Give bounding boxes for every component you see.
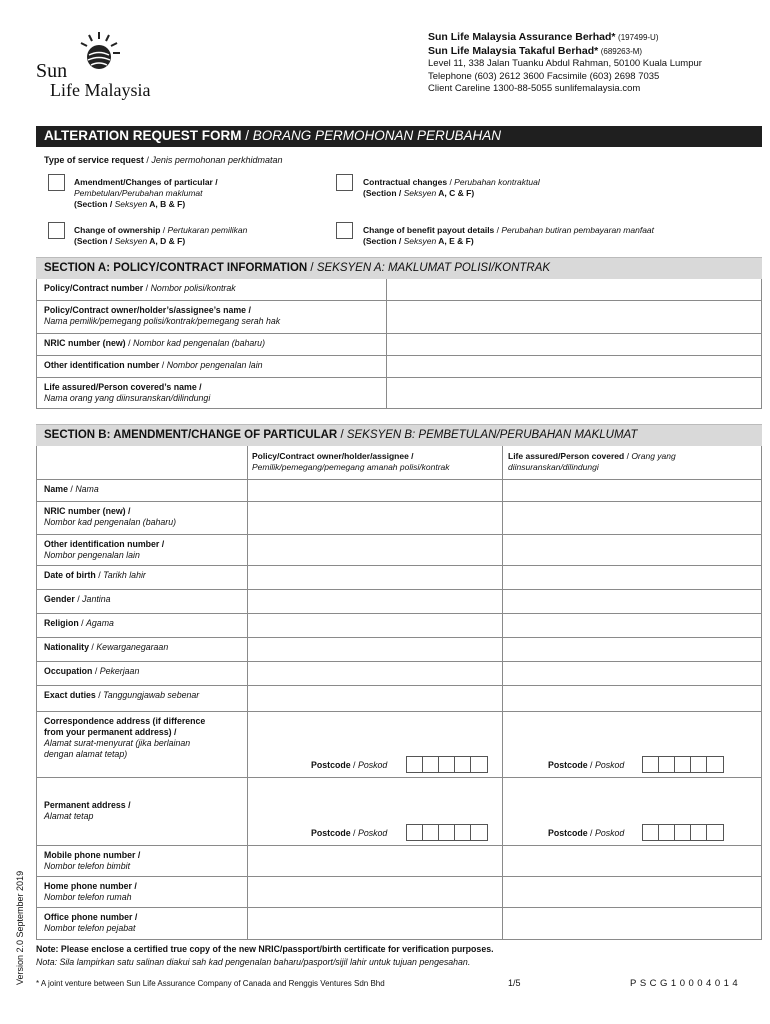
- row-label-ms: Nama orang yang diinsuranskan/dilindungi: [44, 393, 211, 403]
- postcode-box-owner-corr[interactable]: [406, 756, 488, 773]
- row-label-en: Gender: [44, 594, 75, 604]
- field-owner-other-id-b[interactable]: [247, 535, 502, 565]
- section-a-title-ms: SEKSYEN A: MAKLUMAT POLISI/KONTRAK: [316, 262, 551, 274]
- row-label-en: Policy/Contract owner/holder’s/assignee’s name /: [44, 305, 251, 315]
- company-info: [428, 31, 758, 96]
- row-label-en: NRIC number (new) /: [44, 506, 131, 516]
- option-benefit-ms: Perubahan butiran pembayaran manfaat: [501, 225, 655, 235]
- postcode-ms: Poskod: [357, 828, 388, 838]
- note-en: Note: Please enclose a certified true copy of the new NRIC/passport/birth certificate for verification purposes.: [36, 944, 494, 954]
- row-label-en: Exact duties: [44, 690, 96, 700]
- perm-ms: Alamat tetap: [44, 811, 94, 821]
- col-header-life-ms: Orang yang diinsuranskan/dilindungi: [508, 451, 676, 472]
- section-b-row-gender: Gender / Jantina: [36, 590, 762, 614]
- field-life-religion[interactable]: [502, 614, 762, 637]
- row-label-ms: Nombor kad pengenalan (baharu): [44, 517, 177, 527]
- row-label-ms: Nombor pengenalan lain: [166, 360, 263, 370]
- row-label-ms: Agama: [86, 618, 114, 628]
- postcode-ms: Poskod: [594, 760, 625, 770]
- postcode-en: Postcode: [548, 760, 588, 770]
- section-a-row-life-assured: [36, 378, 762, 409]
- field-nric[interactable]: [386, 334, 762, 355]
- field-life-occupation[interactable]: [502, 662, 762, 685]
- section-b-column-headers: [36, 446, 762, 480]
- option-ownership: Change of ownership / Pertukaran pemilikan (Section / Seksyen A, D & F): [74, 225, 248, 246]
- option-contractual-sec-post: A, C & F): [436, 188, 475, 198]
- row-label-en: Name: [44, 484, 68, 494]
- field-life-nationality[interactable]: [502, 638, 762, 661]
- row-label-ms: Nama pemilik/pemegang polisi/kontrak/pemegang serah hak: [44, 316, 281, 326]
- logo-word-life-malaysia: Life Malaysia: [50, 80, 151, 100]
- sun-life-logo: [36, 30, 196, 100]
- option-benefit-payout: Change of benefit payout details / Perubahan butiran pembayaran manfaat (Section / Seksyen A, E & F): [363, 225, 655, 246]
- company2-name: Sun Life Malaysia Takaful Berhad*: [428, 44, 599, 57]
- option-amendment-sec-ms: Seksyen: [114, 199, 148, 209]
- field-life-duties[interactable]: [502, 686, 762, 711]
- field-owner-name[interactable]: [386, 301, 762, 333]
- field-life-office-phone[interactable]: [502, 908, 762, 939]
- postcode-label-life-perm: Postcode / Poskod: [548, 828, 625, 838]
- option-amendment: [74, 177, 218, 210]
- option-amendment-sec-pre: (Section /: [74, 199, 115, 209]
- row-label-ms: Tanggungjawab sebenar: [103, 690, 200, 700]
- postcode-box-owner-perm[interactable]: [406, 824, 488, 841]
- row-label-ms: Nombor telefon bimbit: [44, 861, 131, 871]
- row-label-ms: Nombor pengenalan lain: [44, 550, 140, 560]
- postcode-en: Postcode: [311, 828, 351, 838]
- field-owner-nric-b[interactable]: [247, 502, 502, 534]
- postcode-label-owner-corr: Postcode / Poskod: [311, 760, 388, 770]
- field-life-nric-b[interactable]: [502, 502, 762, 534]
- field-owner-occupation[interactable]: [247, 662, 502, 685]
- corr-ms-1: Alamat surat-menyurat (jika berlainan: [44, 738, 191, 748]
- corr-ms-2: dengan alamat tetap): [44, 749, 128, 759]
- col-header-life-assured: Life assured/Person covered / Orang yang diinsuranskan/dilindungi: [508, 451, 676, 472]
- option-ownership-sec-pre: (Section /: [74, 236, 115, 246]
- option-benefit-sec-ms: Seksyen: [403, 236, 437, 246]
- section-b-row-nric: [36, 502, 762, 535]
- field-owner-mobile[interactable]: [247, 846, 502, 876]
- company1-reg: (197499-U): [618, 33, 659, 42]
- service-type-en: Type of service request: [44, 155, 144, 165]
- section-b-row-other-id: [36, 535, 762, 566]
- field-life-assured-name[interactable]: [386, 378, 762, 408]
- section-b-row-nationality: Nationality / Kewarganegaraan: [36, 638, 762, 662]
- section-b-row-name: Name / Nama: [36, 480, 762, 502]
- page-number: 1/5: [508, 978, 521, 988]
- row-label-en: Home phone number /: [44, 881, 137, 891]
- col-header-owner-en: Policy/Contract owner/holder/assignee /: [252, 451, 414, 461]
- field-life-gender[interactable]: [502, 590, 762, 613]
- section-b-row-home-phone: [36, 877, 762, 908]
- option-ownership-sec-post: A, D & F): [147, 236, 186, 246]
- section-b-row-mobile: [36, 846, 762, 877]
- option-ownership-en: Change of ownership: [74, 225, 161, 235]
- form-title-ms: BORANG PERMOHONAN PERUBAHAN: [252, 128, 502, 143]
- section-a-title-en: SECTION A: POLICY/CONTRACT INFORMATION: [44, 262, 308, 274]
- field-owner-nationality[interactable]: [247, 638, 502, 661]
- row-label-ms: Nombor telefon pejabat: [44, 923, 136, 933]
- row-label-ms: Nombor kad pengenalan (baharu): [132, 338, 266, 348]
- section-b-header: SECTION B: AMENDMENT/CHANGE OF PARTICULAR / SEKSYEN B: PEMBETULAN/PERUBAHAN MAKLUMAT: [36, 424, 762, 446]
- document-code: PSCG10004014: [630, 978, 742, 989]
- postcode-ms: Poskod: [357, 760, 388, 770]
- field-owner-name-b[interactable]: [247, 480, 502, 501]
- section-a-header: SECTION A: POLICY/CONTRACT INFORMATION / SEKSYEN A: MAKLUMAT POLISI/KONTRAK: [36, 257, 762, 279]
- section-a-row-other-id: Other identification number / Nombor pengenalan lain: [36, 356, 762, 378]
- company1-name: Sun Life Malaysia Assurance Berhad*: [428, 31, 616, 43]
- field-owner-gender[interactable]: [247, 590, 502, 613]
- company2-reg: (689263-M): [600, 46, 643, 56]
- logo-word-sun: Sun: [36, 60, 68, 82]
- postcode-ms: Poskod: [594, 828, 625, 838]
- company-phones: Telephone (603) 2612 3600 Facsimile (603) 2698 7035: [428, 70, 660, 82]
- col-header-life-en: Life assured/Person covered: [508, 451, 625, 461]
- company-careline: Client Careline 1300-88-5055 sunlifemalaysia.com: [428, 83, 641, 94]
- row-label-en: Other identification number /: [44, 539, 165, 549]
- option-contractual-sec-pre: (Section /: [363, 188, 404, 198]
- section-b-row-occupation: Occupation / Pekerjaan: [36, 662, 762, 686]
- checkbox-contractual[interactable]: [336, 174, 353, 191]
- corr-en-1: Correspondence address (if difference: [44, 716, 206, 726]
- field-owner-religion[interactable]: [247, 614, 502, 637]
- option-benefit-sec-post: A, E & F): [436, 236, 474, 246]
- option-contractual-ms: Perubahan kontraktual: [454, 177, 540, 187]
- option-ownership-sec-ms: Seksyen: [114, 236, 148, 246]
- postcode-label-owner-perm: Postcode / Poskod: [311, 828, 388, 838]
- option-amendment-sec-post: A, B & F): [147, 199, 186, 209]
- section-a-row-owner-name: [36, 301, 762, 334]
- postcode-en: Postcode: [311, 760, 351, 770]
- form-title-sep: /: [241, 128, 253, 143]
- sun-globe-icon: [76, 30, 122, 76]
- checkbox-benefit-payout[interactable]: [336, 222, 353, 239]
- col-divider-1: [247, 446, 248, 479]
- note-ms: Nota: Sila lampirkan satu salinan diakui sah kad pengenalan baharu/pasport/sijil lahir untuk tujuan pengesahan.: [36, 957, 471, 967]
- section-b-row-office-phone: [36, 908, 762, 940]
- postcode-en: Postcode: [548, 828, 588, 838]
- checkbox-ownership[interactable]: [48, 222, 65, 239]
- field-life-other-id-b[interactable]: [502, 535, 762, 565]
- row-label-ms: Jantina: [82, 594, 111, 604]
- option-amendment-en: Amendment/Changes of particular /: [74, 177, 218, 187]
- field-other-id[interactable]: [386, 356, 762, 377]
- section-b-row-permanent-address: [36, 778, 762, 846]
- corr-en-2: from your permanent address) /: [44, 727, 177, 737]
- field-owner-home-phone[interactable]: [247, 877, 502, 907]
- field-life-home-phone[interactable]: [502, 877, 762, 907]
- row-label-en: Mobile phone number /: [44, 850, 141, 860]
- row-label-en: Policy/Contract number: [44, 283, 144, 293]
- option-amendment-ms: Pembetulan/Perubahan maklumat: [74, 188, 203, 198]
- row-label-en: Occupation: [44, 666, 93, 676]
- row-label-en: Date of birth: [44, 570, 96, 580]
- checkbox-amendment[interactable]: [48, 174, 65, 191]
- field-policy-number[interactable]: [386, 279, 762, 300]
- row-label-en: Life assured/Person covered’s name /: [44, 382, 202, 392]
- field-owner-office-phone[interactable]: [247, 908, 502, 939]
- option-benefit-sec-pre: (Section /: [363, 236, 404, 246]
- postcode-box-life-perm[interactable]: [642, 824, 724, 841]
- row-label-en: Nationality: [44, 642, 89, 652]
- section-b-title-ms: SEKSYEN B: PEMBETULAN/PERUBAHAN MAKLUMAT: [346, 429, 638, 441]
- section-a-row-policy-number: Policy/Contract number / Nombor polisi/kontrak: [36, 279, 762, 301]
- section-b-row-dob: Date of birth / Tarikh lahir: [36, 566, 762, 590]
- col-header-owner: [252, 451, 450, 473]
- field-life-mobile[interactable]: [502, 846, 762, 876]
- section-b-title-en: SECTION B: AMENDMENT/CHANGE OF PARTICULAR: [44, 429, 338, 441]
- row-label-en: NRIC number (new): [44, 338, 126, 348]
- row-label-ms: Tarikh lahir: [103, 570, 146, 580]
- section-a-row-nric: NRIC number (new) / Nombor kad pengenalan (baharu): [36, 334, 762, 356]
- form-title-en: ALTERATION REQUEST FORM: [44, 128, 242, 143]
- row-label-en: Office phone number /: [44, 912, 138, 922]
- row-label-ms: Nama: [75, 484, 99, 494]
- row-label-en: Religion: [44, 618, 79, 628]
- field-owner-duties[interactable]: [247, 686, 502, 711]
- version-label: Version 2.0 September 2019: [15, 870, 25, 985]
- postcode-label-life-corr: Postcode / Poskod: [548, 760, 625, 770]
- option-benefit-en: Change of benefit payout details: [363, 225, 495, 235]
- option-contractual-en: Contractual changes: [363, 177, 448, 187]
- section-b-row-correspondence-address: [36, 712, 762, 778]
- form-title: [36, 126, 762, 147]
- col-divider-2: [502, 446, 503, 479]
- col-header-owner-ms: Pemilik/pemegang/pemegang amanah polisi/kontrak: [252, 462, 450, 472]
- section-b-row-duties: Exact duties / Tanggungjawab sebenar: [36, 686, 762, 712]
- row-label-en: Other identification number: [44, 360, 160, 370]
- option-contractual-sec-ms: Seksyen: [403, 188, 437, 198]
- joint-venture-footnote: * A joint venture between Sun Life Assurance Company of Canada and Renggis Ventures Sdn Bhd: [36, 979, 385, 988]
- postcode-box-life-corr[interactable]: [642, 756, 724, 773]
- field-life-name-b[interactable]: [502, 480, 762, 501]
- row-label-ms: Nombor polisi/kontrak: [150, 283, 236, 293]
- service-type-label: Type of service request / Jenis permohonan perkhidmatan: [44, 155, 283, 165]
- company-address: Level 11, 338 Jalan Tuanku Abdul Rahman, 50100 Kuala Lumpur: [428, 58, 702, 69]
- perm-en: Permanent address /: [44, 800, 131, 810]
- row-label-ms: Pekerjaan: [99, 666, 140, 676]
- row-label-ms: Kewarganegaraan: [96, 642, 169, 652]
- field-owner-dob[interactable]: [247, 566, 502, 589]
- row-label-ms: Nombor telefon rumah: [44, 892, 132, 902]
- option-contractual: Contractual changes / Perubahan kontraktual (Section / Seksyen A, C & F): [363, 177, 540, 198]
- field-life-dob[interactable]: [502, 566, 762, 589]
- option-ownership-ms: Pertukaran pemilikan: [167, 225, 248, 235]
- section-b-row-religion: Religion / Agama: [36, 614, 762, 638]
- service-type-ms: Jenis permohonan perkhidmatan: [151, 155, 283, 165]
